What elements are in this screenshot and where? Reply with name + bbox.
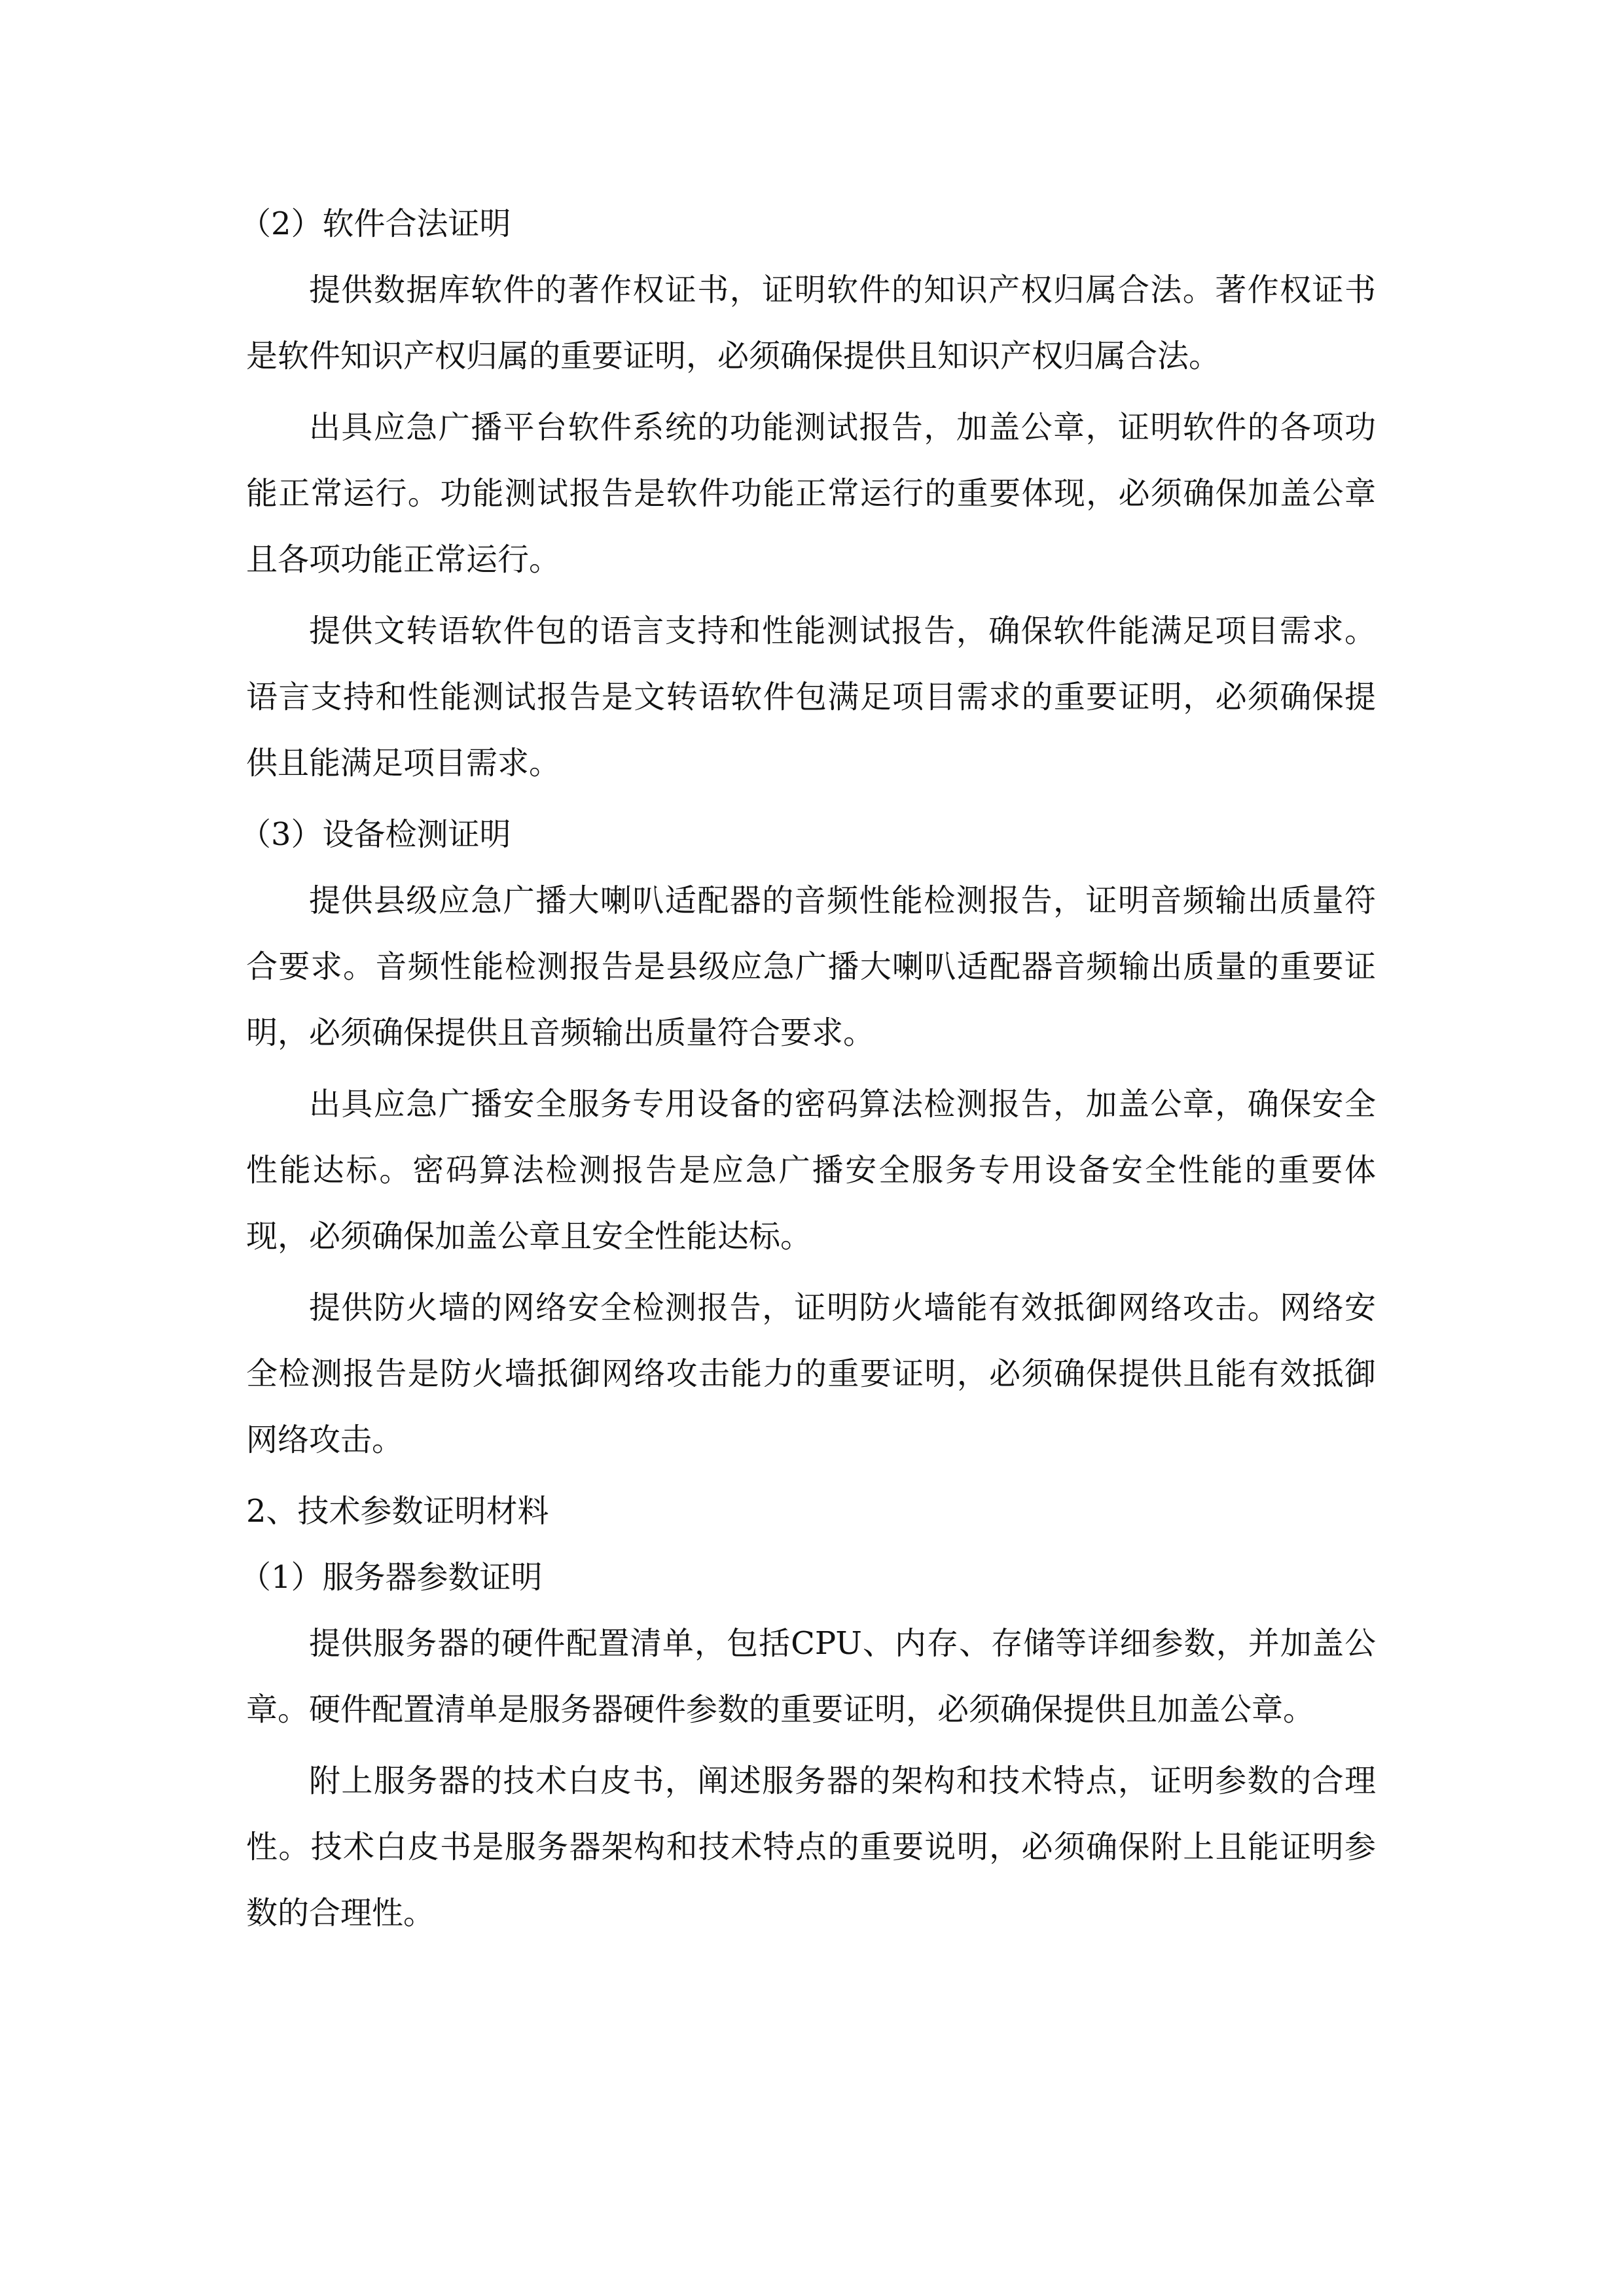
paragraph-database-copyright: 提供数据库软件的著作权证书，证明软件的知识产权归属合法。著作权证书是软件知识产权归属的重要证明，必须确保提供且知识产权归属合法。 — [246, 272, 1376, 374]
paragraph-crypto-algorithm-test: 出具应急广播安全服务专用设备的密码算法检测报告，加盖公章，确保安全性能达标。密码算法检测报告是应急广播安全服务专用设备安全性能的重要体现，必须确保加盖公章且安全性能达标。 — [246, 1086, 1376, 1255]
paragraph-hardware-config-list: 提供服务器的硬件配置清单，包括CPU、内存、存储等详细参数，并加盖公章。硬件配置清单是服务器硬件参数的重要证明，必须确保提供且加盖公章。 — [246, 1625, 1376, 1728]
paragraph-platform-function-test: 出具应急广播平台软件系统的功能测试报告，加盖公章，证明软件的各项功能正常运行。功能测试报告是软件功能正常运行的重要体现，必须确保加盖公章且各项功能正常运行。 — [246, 409, 1376, 578]
paragraph-firewall-security-test: 提供防火墙的网络安全检测报告，证明防火墙能有效抵御网络攻击。网络安全检测报告是防火墙抵御网络攻击能力的重要证明，必须确保提供且能有效抵御网络攻击。 — [246, 1289, 1376, 1458]
document-body — [240, 191, 1376, 1952]
subheading-server-parameters: （1）服务器参数证明 — [240, 1559, 543, 1596]
heading-technical-parameters: 2、技术参数证明材料 — [246, 1493, 549, 1530]
subheading-software-legality: （2）软件合法证明 — [240, 206, 511, 242]
paragraph-speaker-adapter-audio-test: 提供县级应急广播大喇叭适配器的音频性能检测报告，证明音频输出质量符合要求。音频性能检测报告是县级应急广播大喇叭适配器音频输出质量的重要证明，必须确保提供且音频输出质量符合要求。 — [246, 882, 1376, 1051]
subheading-device-test: （3）设备检测证明 — [240, 816, 511, 853]
paragraph-technical-whitepaper: 附上服务器的技术白皮书，阐述服务器的架构和技术特点，证明参数的合理性。技术白皮书是服务器架构和技术特点的重要说明，必须确保附上且能证明参数的合理性。 — [246, 1763, 1376, 1931]
paragraph-tts-performance-test: 提供文转语软件包的语言支持和性能测试报告，确保软件能满足项目需求。语言支持和性能测试报告是文转语软件包满足项目需求的重要证明，必须确保提供且能满足项目需求。 — [246, 613, 1376, 781]
